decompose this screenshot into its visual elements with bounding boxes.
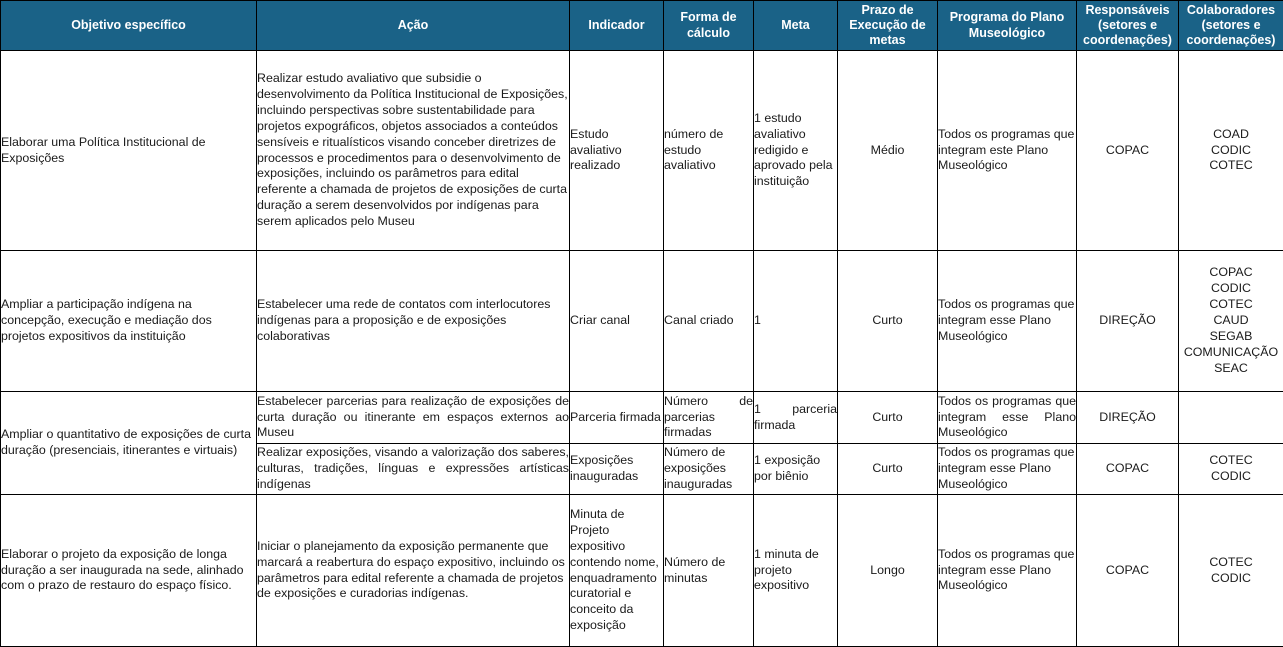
cell-programa: Todos os programas que integram esse Plano Museológico	[938, 444, 1077, 495]
header-row	[1, 1, 1283, 51]
table-body	[1, 51, 1283, 647]
cell-colaboradores	[1179, 392, 1283, 444]
cell-acao: Realizar estudo avaliativo que subsidie o desenvolvimento da Política Institucional de Exposições, incluindo perspectivas sobre sustentabilidade para projetos expográficos, objetos associados a conteúdos sensíveis e ritualísticos visando conceber diretrizes de processos e procedimentos para o desenvolvimento de exposições, incluindo os parâmetros para edital referente a chamada de projetos de exposições de curta duração a serem desenvolvidos por indígenas para serem aplicados pelo Museu	[257, 51, 570, 251]
cell-acao: Estabelecer uma rede de contatos com interlocutores indígenas para a proposição e de exposições colaborativas	[257, 251, 570, 392]
cell-programa: Todos os programas que integram este Plano Museológico	[938, 51, 1077, 251]
cell-forma-calculo: Número de minutas	[664, 495, 754, 647]
column-header-prazo-execucao-metas: Prazo de Execução de metas	[838, 1, 938, 51]
table-row	[1, 51, 1283, 251]
cell-indicador: Parceria firmada	[570, 392, 664, 444]
cell-meta: 1	[754, 251, 838, 392]
cell-responsaveis: COPAC	[1077, 444, 1179, 495]
cell-indicador: Criar canal	[570, 251, 664, 392]
cell-prazo: Curto	[838, 251, 938, 392]
cell-programa: Todos os programas que integram esse Plano Museológico	[938, 251, 1077, 392]
column-header-programa-plano-museologico: Programa do Plano Museológico	[938, 1, 1077, 51]
cell-prazo: Longo	[838, 495, 938, 647]
cell-objetivo: Elaborar o projeto da exposição de longa duração a ser inaugurada na sede, alinhado com o prazo de restauro do espaço físico.	[1, 495, 257, 647]
table-row	[1, 495, 1283, 647]
column-header-meta: Meta	[754, 1, 838, 51]
cell-responsaveis: COPAC	[1077, 51, 1179, 251]
cell-indicador: Exposições inauguradas	[570, 444, 664, 495]
cell-forma-calculo: Número de parcerias firmadas	[664, 392, 754, 444]
cell-prazo: Médio	[838, 51, 938, 251]
cell-meta: 1 minuta de projeto expositivo	[754, 495, 838, 647]
cell-objetivo: Ampliar a participação indígena na concepção, execução e mediação dos projetos expositivos da instituição	[1, 251, 257, 392]
cell-prazo: Curto	[838, 444, 938, 495]
cell-meta: 1 parceria firmada	[754, 392, 838, 444]
cell-colaboradores: COTEC CODIC	[1179, 444, 1283, 495]
cell-colaboradores: COTEC CODIC	[1179, 495, 1283, 647]
column-header-responsaveis: Responsáveis (setores e coordenações)	[1077, 1, 1179, 51]
table-row	[1, 251, 1283, 392]
column-header-acao: Ação	[257, 1, 570, 51]
column-header-colaboradores: Colaboradores (setores e coordenações)	[1179, 1, 1283, 51]
cell-forma-calculo: Número de exposições inauguradas	[664, 444, 754, 495]
cell-responsaveis: DIREÇÃO	[1077, 392, 1179, 444]
table-row	[1, 392, 1283, 444]
cell-programa: Todos os programas que integram esse Plano Museológico	[938, 392, 1077, 444]
cell-acao: Iniciar o planejamento da exposição permanente que marcará a reabertura do espaço expositivo, incluindo os parâmetros para edital referente a chamada de projetos de exposições e curadorias indígenas.	[257, 495, 570, 647]
column-header-objetivo-especifico: Objetivo específico	[1, 1, 257, 51]
cell-responsaveis: DIREÇÃO	[1077, 251, 1179, 392]
column-header-indicador: Indicador	[570, 1, 664, 51]
table-header	[1, 1, 1283, 51]
cell-colaboradores: COPAC CODIC COTEC CAUD SEGAB COMUNICAÇÃO SEAC	[1179, 251, 1283, 392]
cell-meta: 1 exposição por biênio	[754, 444, 838, 495]
cell-objetivo: Ampliar o quantitativo de exposições de curta duração (presenciais, itinerantes e virtuais)	[1, 392, 257, 495]
cell-acao: Realizar exposições, visando a valorização dos saberes, culturas, tradições, línguas e expressões artísticas indígenas	[257, 444, 570, 495]
column-header-forma-de-calculo: Forma de cálculo	[664, 1, 754, 51]
cell-objetivo: Elaborar uma Política Institucional de Exposições	[1, 51, 257, 251]
cell-responsaveis: COPAC	[1077, 495, 1179, 647]
cell-meta: 1 estudo avaliativo redigido e aprovado pela instituição	[754, 51, 838, 251]
cell-forma-calculo: número de estudo avaliativo	[664, 51, 754, 251]
cell-acao: Estabelecer parcerias para realização de exposições de curta duração ou itinerante em espaços externos ao Museu	[257, 392, 570, 444]
cell-programa: Todos os programas que integram esse Plano Museológico	[938, 495, 1077, 647]
cell-indicador: Estudo avaliativo realizado	[570, 51, 664, 251]
cell-prazo: Curto	[838, 392, 938, 444]
cell-forma-calculo: Canal criado	[664, 251, 754, 392]
cell-indicador: Minuta de Projeto expositivo contendo nome, enquadramento curatorial e conceito da exposição	[570, 495, 664, 647]
cell-colaboradores: COAD CODIC COTEC	[1179, 51, 1283, 251]
